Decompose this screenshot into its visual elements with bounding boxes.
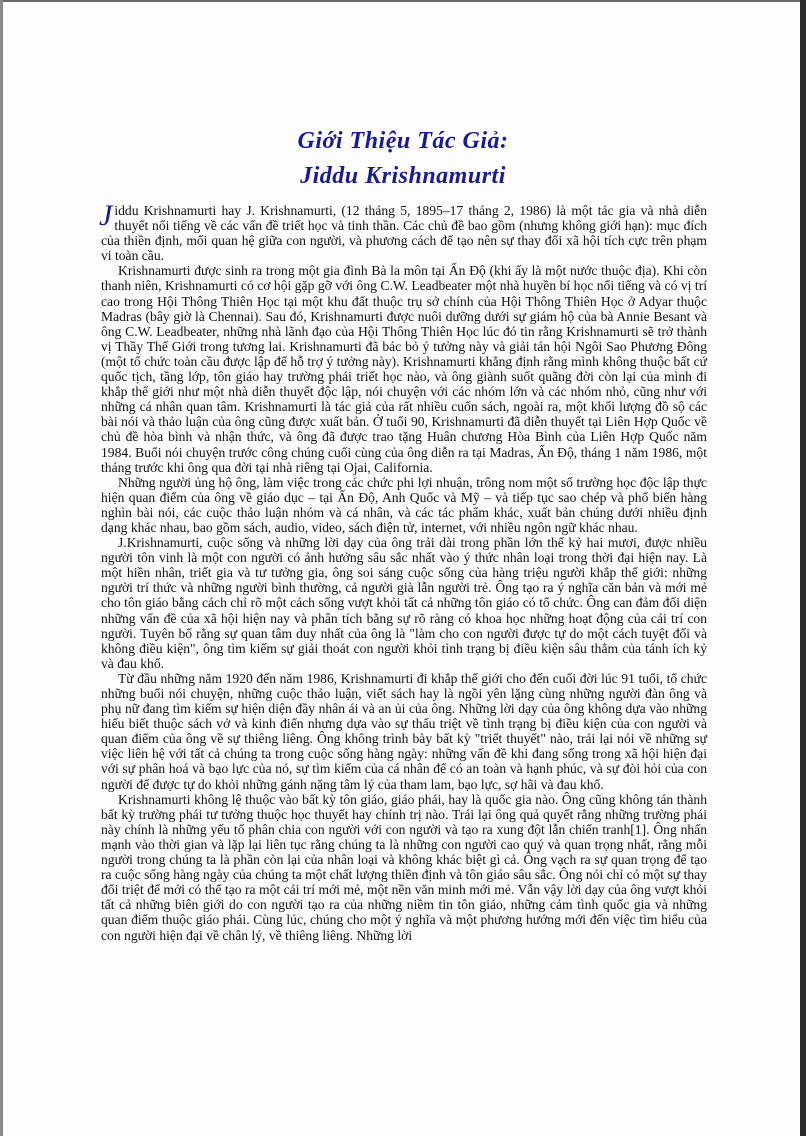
page-top-border — [0, 0, 806, 2]
paragraph-4: J.Krishnamurti, cuộc sống và những lời dạy của ông trải dài trong phần lớn thế kỷ hai mươi, được nhiều người tôn vinh là một con người có ảnh hưởng sâu sắc nhất vào ý thức nhân loại trong thời đại hiện nay. Là một hiền nhân, triết gia và tư tưởng gia, ông soi sáng cuộc sống của hàng triệu người khắp thế giới: những người trí thức và những người bình thường, cả người già lẫn người trẻ. Ông tạo ra ý nghĩa căn bản và mới mẻ cho tôn giáo bằng cách chỉ rõ một cách sống vượt khỏi tất cả những tôn giáo có tổ chức. Ông can đảm đối diện những vấn đề của xã hội hiện nay và phân tích bằng sự rõ ràng có khoa học những hoạt động của cái trí con người. Tuyên bố rằng sự quan tâm duy nhất của ông là "làm cho con người được tự do một cách tuyệt đối và không điều kiện", ông tìm kiếm sự giải thoát con người khỏi tình trạng bị điều kiện sâu thẳm của tánh ích kỷ và đau khổ. — [101, 535, 707, 671]
page-title: Giới Thiệu Tác Giả: — [297, 128, 509, 154]
document-body — [99, 199, 707, 943]
paragraph-3: Những người ủng hộ ông, làm việc trong các chức phi lợi nhuận, trông nom một số trường học độc lập thực hiện quan điểm của ông về giáo dục – tại Ấn Độ, Anh Quốc và Mỹ – và tiếp tục sao chép và phổ biến hàng nghìn bài nói, các cuộc thảo luận nhóm và cá nhân, và các tác phẩm khác, xuất bản chúng dưới nhiều định dạng khác nhau, bao gồm sách, audio, video, sách điện tử, internet, với nhiều ngôn ngữ khác nhau. — [101, 474, 707, 535]
paragraph-1 — [99, 199, 707, 264]
paragraph-5: Từ đầu những năm 1920 đến năm 1986, Krishnamurti đi khắp thế giới cho đến cuối đời lúc 91 tuổi, tổ chức những buổi nói chuyện, những cuộc thảo luận, viết sách hay là ngồi yên lặng cùng những người đàn ông và phụ nữ đang tìm kiếm sự hiện diện đầy nhân ái và an ủi của ông. Những lời dạy của ông không dựa vào những hiểu biết thuộc sách vở và kinh điển nhưng dựa vào sự thấu triệt về tình trạng bị điều kiện của con người và quan điểm của ông về sự thiêng liêng. Ông không trình bày bất kỳ "triết thuyết" nào, trái lại nói về những sự việc liên hệ với tất cả chúng ta trong cuộc sống hàng ngày: những vấn đề khi đang sống trong xã hội hiện đại với sự phân hoá và bạo lực của nó, sự tìm kiếm của cá nhân để có an toàn và hạnh phúc, và sự đòi hỏi của con người để được tự do khỏi những gánh nặng tâm lý của tham lam, bạo lực, sợ hãi và đau khổ. — [101, 670, 707, 792]
page-subtitle-author: Jiddu Krishnamurti — [300, 163, 506, 189]
paragraph-2: Krishnamurti được sinh ra trong một gia đình Bà la môn tại Ấn Độ (khi ấy là một nước thuộc địa). Khi còn thanh niên, Krishnamurti có cơ hội gặp gỡ với ông C.W. Leadbeater một nhà huyền bí học nổi tiếng và có vị trí cao trong Hội Thông Thiên Học tại một khu đất thuộc trụ sở chính của Hội Thông Thiên Học ở Adyar thuộc Madras (bây giờ là Chennai). Sau đó, Krishnamurti được nuôi dưỡng dưới sự giám hộ của bà Annie Besant và ông C.W. Leadbeater, những nhà lãnh đạo của Hội Thông Thiên Học lúc đó tin rằng Krishnamurti sẽ trở thành vị Thầy Thế Giới trong tương lai. Krishnamurti đã bác bỏ ý tưởng này và giải tán hội Ngôi Sao Phương Đông (một tổ chức toàn cầu được lập để hỗ trợ ý tưởng này). Krishnamurti khẳng định rằng mình không thuộc bất cứ quốc tịch, tầng lớp, tôn giáo hay trường phái triết học nào, và ông giành suốt quãng đời còn lại của mình đi khắp thế giới như một nhà diễn thuyết độc lập, nói chuyện với các nhóm lớn và các nhóm nhỏ, cũng như với những cá nhân quan tâm. Krishnamurti là tác giả của rất nhiều cuốn sách, ngoài ra, một khối lượng đồ sộ các bài nói và thảo luận của ông cũng được xuất bản. Ở tuổi 90, Krishnamurti đã diễn thuyết tại Liên Hợp Quốc về chủ đề hòa bình và nhận thức, và ông đã được trao tặng Huân chương Hòa Bình của Liên Hợp Quốc năm 1984. Buổi nói chuyện trước công chúng cuối cùng của ông diễn ra tại Madras, Ấn Độ, tháng 1 năm 1986, một tháng trước khi ông qua đời tại nhà riêng tại Ojai, California. — [101, 263, 707, 475]
drop-cap: J — [99, 199, 113, 232]
paragraph-6: Krishnamurti không lệ thuộc vào bất kỳ tôn giáo, giáo phái, hay là quốc gia nào. Ông cũng không tán thành bất kỳ trường phái tư tưởng thuộc học thuyết hay chính trị nào. Trái lại ông quả quyết rằng những trường phái này chính là những yếu tố phân chia con người với con người và tạo ra xung đột lẫn chiến tranh[1]. Ông nhấn mạnh vào thời gian và lặp lại liên tục rằng chúng ta là những con người cao quý và quan trọng nhất, rằng mỗi người trong chúng ta là phần còn lại của nhân loại và không khác biệt gì cả. Ông vạch ra sự quan trọng để tạo ra cuộc sống hàng ngày của chúng ta một chất lượng thiền định và tôn giáo sâu sắc. Ông nói chỉ có một sự thay đổi triệt để mới có thể tạo ra một cái trí mới mẻ, một nền văn minh mới mẻ. Vẫn vậy lời dạy của ông vượt khỏi tất cả những biên giới do con người tạo ra của những niềm tin tôn giáo, những cảm tình quốc gia và những quan điểm thuộc giáo phái. Cùng lúc, chúng cho một ý nghĩa và một phương hướng mới đến việc tìm hiểu của con người hiện đại về chân lý, về thiêng liêng. Những lời — [101, 791, 707, 943]
paragraph-1-text: iddu Krishnamurti hay J. Krishnamurti, (12 tháng 5, 1895–17 tháng 2, 1986) là một tác gia và nhà diễn thuyết nổi tiếng về các vấn đề triết học và tinh thần. Các chủ đề bao gồm (nhưng không giới hạn): mục đích của thiền định, mối quan hệ giữa con người, và phương cách để tạo nên sự thay đổi xã hội tích cực trên phạm vi toàn cầu. — [101, 203, 707, 264]
